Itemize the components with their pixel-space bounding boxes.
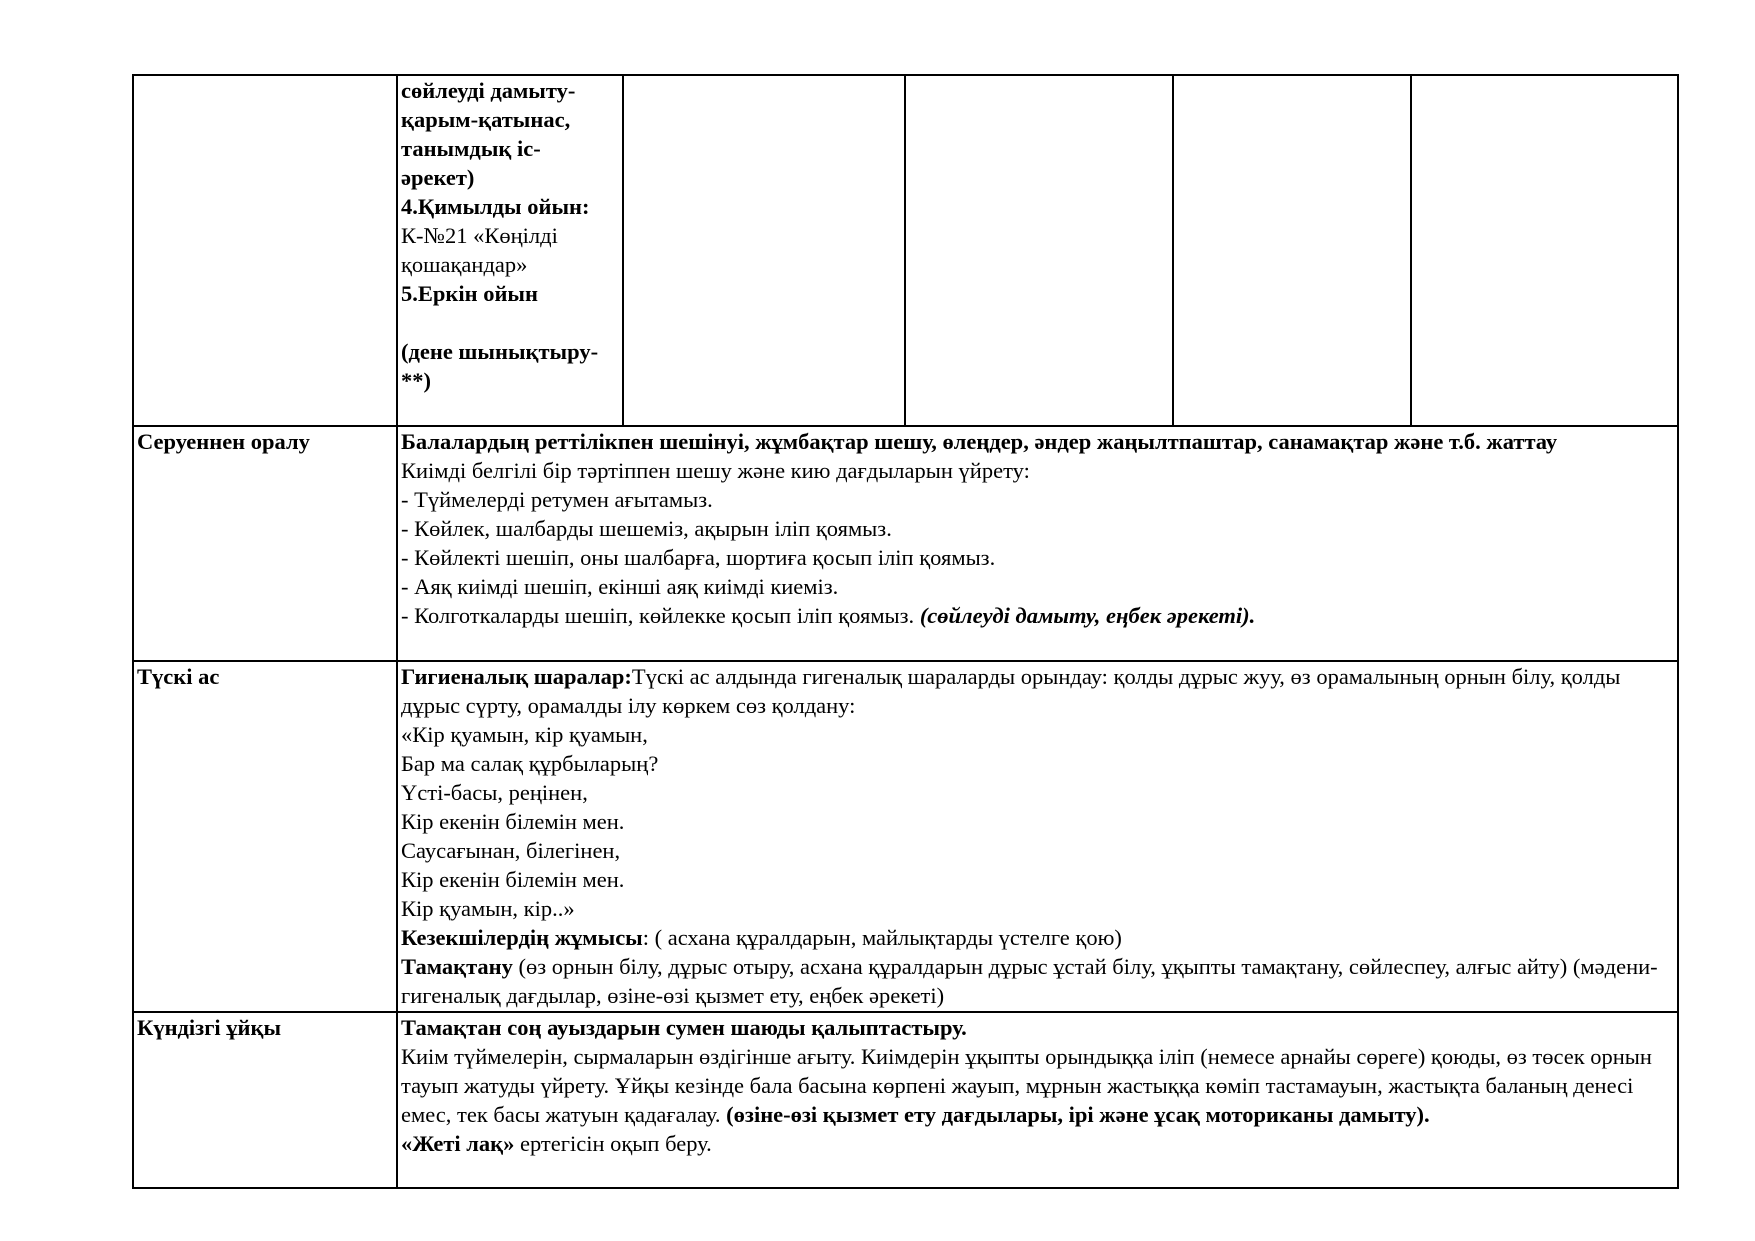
row-label-nap: Күндізгі ұйқы (133, 1012, 397, 1188)
row-label-lunch: Түскі ас (133, 661, 397, 1012)
return-heading: Балалардың реттілікпен шешінуі, жұмбақтар шешу, өлеңдер, әндер жаңылтпаштар, санамақтар және т.б. жаттау (401, 429, 1558, 454)
return-step: - Көйлек, шалбарды шешеміз, ақырын іліп қоямыз. (401, 516, 892, 541)
empty-cell (905, 75, 1173, 426)
table-row-return-from-walk (133, 426, 1678, 661)
return-last-step-text: - Колготкаларды шешіп, көйлекке қосып іліп қоямыз. (401, 603, 920, 628)
poem-line: Кір екенін білемін мен. (401, 809, 625, 834)
row-label-cell-empty (133, 75, 397, 426)
hygiene-paragraph (401, 662, 1674, 720)
table-row-walk-continuation (133, 75, 1678, 426)
nap-skills: (өзіне-өзі қызмет ету дағдылары, ірі және ұсақ моториканы дамыту). (726, 1102, 1430, 1127)
blank-line (401, 308, 619, 337)
activity-line: әрекет) (401, 165, 475, 190)
tale-line (401, 1129, 1674, 1158)
return-intro: Киімді белгілі бір тәртіппен шешу және кию дағдыларын үйрету: (401, 458, 1030, 483)
return-step: - Аяқ киімді шешіп, екінші аяқ киімді киеміз. (401, 574, 839, 599)
nap-heading: Тамақтан соң ауыздарын сумен шаюды қалыптастыру. (401, 1015, 967, 1040)
free-game-heading: 5.Еркін ойын (401, 281, 538, 306)
nap-text: Киім түймелерін, сырмаларын өздігінше ағыту. Киімдерін ұқыпты орындыққа іліп (немесе арнайы сөреге) қоюды, өз төсек орнын тауып жатуды үйрету. Ұйқы кезінде бала басына көрпені жауып, мұрнын жастыққа көміп тастамауын, жастықта баланың денесі емес, тек басы жатуын қадағалау. (401, 1044, 1652, 1127)
tale-text: ертегісін оқып беру. (514, 1131, 712, 1156)
meal-paragraph (401, 952, 1674, 1010)
game-text-line: қошақандар» (401, 252, 528, 277)
nap-content-cell (397, 1012, 1678, 1188)
hygiene-text: Түскі ас алдында гигеналық шараларды орындау: қолды дұрыс жуу, өз орамалының орнын білу, қолды дұрыс сүрту, орамалды ілу көркем сөз қолдану: (401, 664, 1621, 718)
poem-line: Үсті-басы, реңінен, (401, 780, 588, 805)
empty-cell (1411, 75, 1678, 426)
duty-paragraph (401, 923, 1674, 952)
lunch-content-cell (397, 661, 1678, 1012)
note-line: **) (401, 368, 431, 393)
table-row-lunch (133, 661, 1678, 1012)
empty-cell (623, 75, 905, 426)
return-content-cell (397, 426, 1678, 661)
poem-line: Саусағынан, білегінен, (401, 838, 621, 863)
return-last-note: (сөйлеуді дамыту, еңбек әрекеті). (919, 603, 1256, 628)
hygiene-heading: Гигиеналық шаралар: (401, 664, 632, 689)
note-line: (дене шынықтыру- (401, 339, 599, 364)
activity-line: қарым-қатынас, (401, 107, 571, 132)
activity-line: сөйлеуді дамыту- (401, 78, 576, 103)
return-step: - Көйлекті шешіп, оны шалбарға, шортиға қосып іліп қоямыз. (401, 545, 996, 570)
game-text-line: К-№21 «Көңілді (401, 223, 558, 248)
game-heading: 4.Қимылды ойын: (401, 194, 590, 219)
nap-paragraph (401, 1042, 1674, 1129)
walk-activities-cell (397, 75, 623, 426)
poem-line: Кір екенін білемін мен. (401, 867, 625, 892)
duty-text: : ( асхана құралдарын, майлықтарды үстелге қою) (642, 925, 1122, 950)
meal-text: (өз орнын білу, дұрыс отыру, асхана құралдарын дұрыс ұстай білу, ұқыпты тамақтану, сөйлеспеу, алғыс айту) (мәдени-гигеналық дағдылар, өзіне-өзі қызмет ету, еңбек әрекеті) (401, 954, 1658, 1008)
tale-title: «Жеті лақ» (401, 1131, 515, 1156)
duty-heading: Кезекшілердің жұмысы (401, 925, 643, 950)
return-last-step (401, 601, 1674, 630)
activity-line: танымдық іс- (401, 136, 541, 161)
poem-line: Кір қуамын, кір..» (401, 896, 575, 921)
poem-line: «Кір қуамын, кір қуамын, (401, 722, 648, 747)
poem-line: Бар ма салақ құрбыларың? (401, 751, 659, 776)
return-step: - Түймелерді ретумен ағытамыз. (401, 487, 713, 512)
daily-plan-table (132, 74, 1679, 1189)
table-row-nap (133, 1012, 1678, 1188)
row-label-return: Серуеннен оралу (133, 426, 397, 661)
empty-cell (1173, 75, 1411, 426)
meal-heading: Тамақтану (401, 954, 513, 979)
